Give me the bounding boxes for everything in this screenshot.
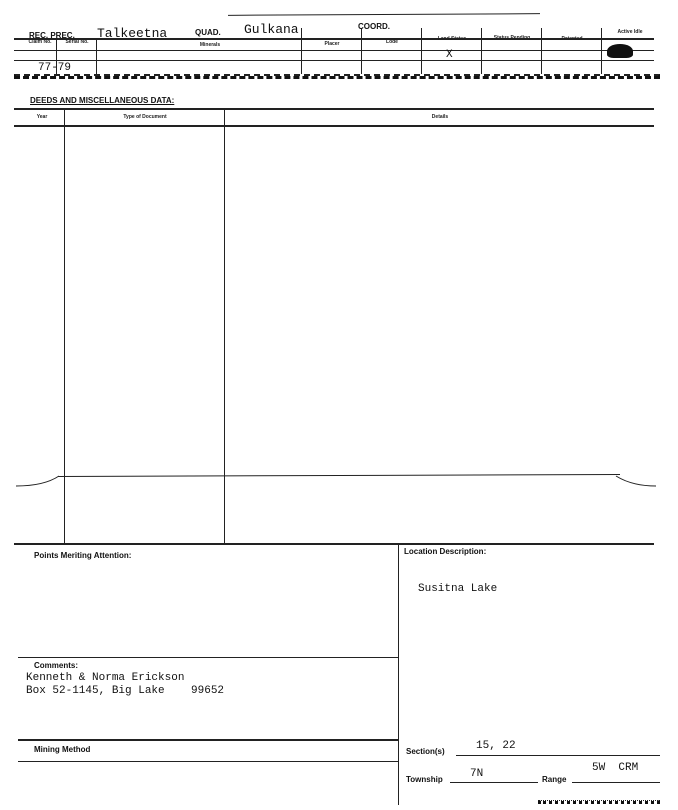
top-rule [228,13,540,16]
comments-line-2: Box 52-1145, Big Lake 99652 [26,685,225,697]
deeds-header-rule [14,125,654,127]
land-status-value: X [446,49,453,61]
township-underline [450,782,538,783]
curl-left [14,470,64,490]
mining-label: Mining Method [34,745,91,754]
deeds-bottom-rule [14,543,654,545]
header-rule-4 [14,74,660,79]
coord-label: COORD. [358,22,390,31]
hdr-vline-5 [421,28,422,74]
placer-header: Placer [324,41,340,47]
points-label: Points Meriting Attention: [34,551,132,560]
location-value: Susitna Lake [418,583,498,595]
comments-line-1: Kenneth & Norma Erickson [26,672,185,684]
township-label: Township [406,775,443,784]
range-label: Range [542,775,567,784]
hdr-vline-6 [481,28,482,74]
claim-no-value: 77-79 [38,62,72,74]
curl-right [614,470,658,490]
section-label: Section(s) [406,747,445,756]
deeds-vline-1 [64,108,65,545]
lower-vline [398,543,399,805]
deeds-top-rule [14,108,654,110]
deeds-title: DEEDS AND MISCELLANEOUS DATA: [30,96,175,105]
deeds-col-details: Details [431,114,449,120]
hdr-vline-2 [96,38,97,74]
minerals-header: Minerals [199,42,221,48]
torn-line [58,474,620,477]
lode-header: Lode [386,39,398,45]
location-label: Location Description: [404,547,487,556]
patented-header: Patented [561,36,583,42]
bottom-dotted-rule [538,800,660,804]
hdr-vline-8 [601,28,602,74]
claim-no-header: Claim No. [28,39,52,45]
serial-no-header: Serial No. [65,39,89,45]
rec-prec-label: REC. PREC. [29,31,75,40]
quad-value: Gulkana [244,22,299,37]
header-rule-3 [14,60,654,61]
rec-prec-value: Talkeetna [97,26,168,41]
section-value: 15, 22 [476,740,516,752]
deeds-col-year: Year [36,114,48,120]
range-underline [572,782,660,783]
mining-bottom-rule [18,761,398,762]
hdr-vline-3 [301,28,302,74]
comments-label: Comments: [34,661,79,670]
mining-top-rule [18,739,398,741]
deeds-col-type: Type of Document [123,114,167,120]
comments-rule [18,657,398,658]
active-idle-header: Active Idle [617,29,643,35]
land-status-header: Land Status [437,36,467,42]
section-underline [456,755,660,756]
range-value: 5W CRM [592,762,639,774]
hdr-vline-7 [541,28,542,74]
township-value: 7N [470,768,484,780]
ink-blot [607,44,633,58]
hdr-vline-4 [361,28,362,74]
status-pending-header: Status Pending [493,35,531,41]
deeds-vline-2 [224,108,225,545]
quad-label: QUAD. [195,28,221,37]
header-rule-2 [14,50,654,51]
